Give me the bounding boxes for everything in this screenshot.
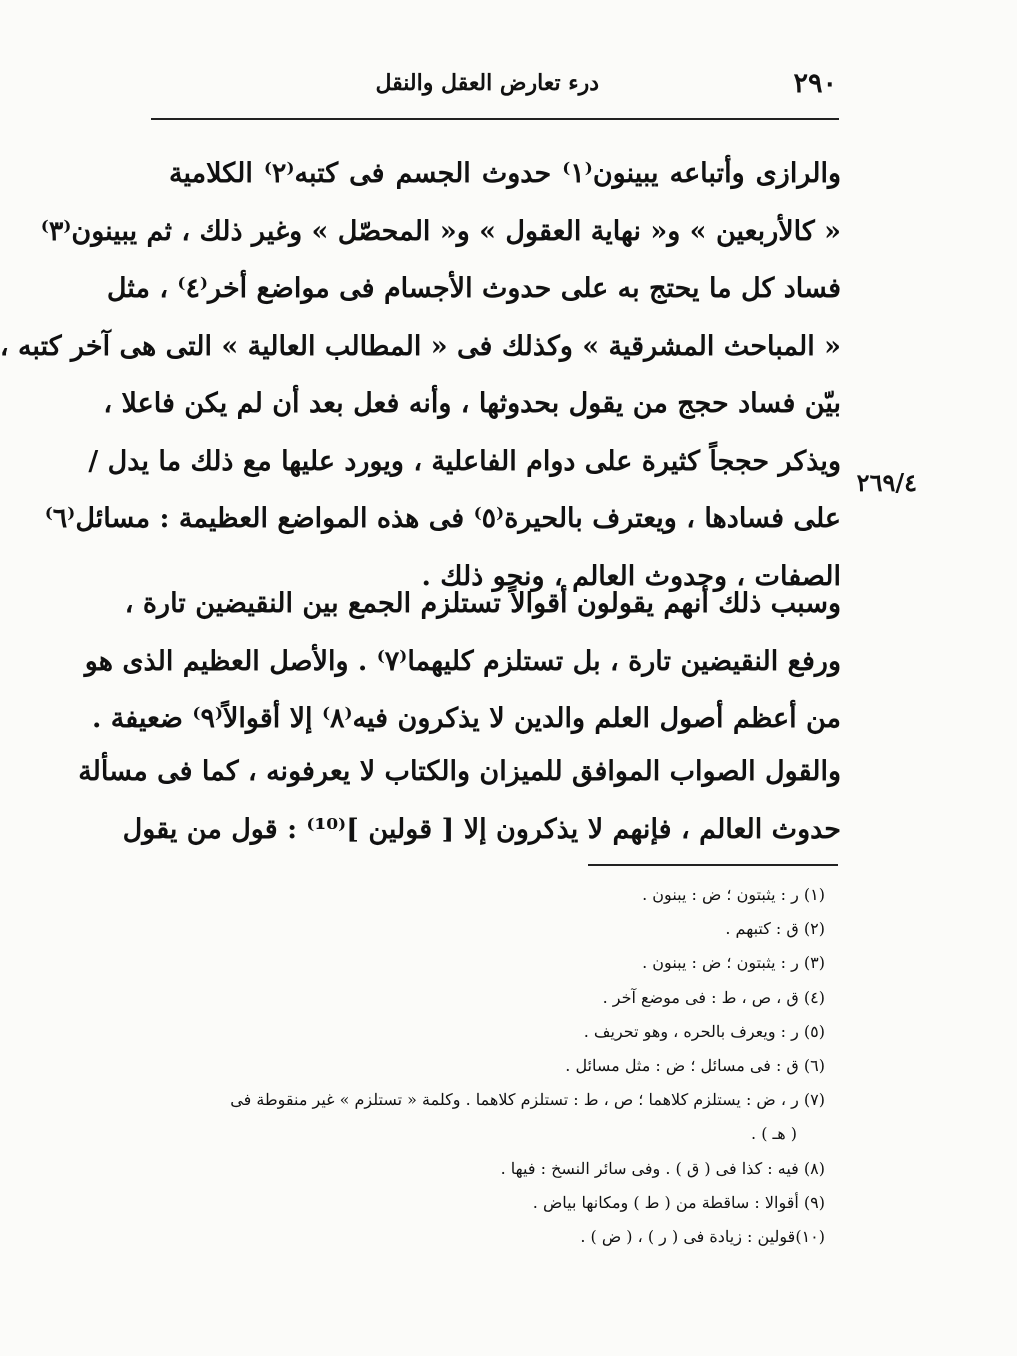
page-number: ٢٩٠ xyxy=(793,68,837,99)
text-line: ويذكر حججاً كثيرة على دوام الفاعلية ، ويورد عليها مع ذلك ما يدل / xyxy=(88,445,841,477)
text-line: الصفات ، وحدوث العالم ، ونحو ذلك . xyxy=(421,560,841,592)
footnote: (٥) ر : ويعرف بالحره ، وهو تحريف . xyxy=(583,1021,825,1041)
text-line: فساد كل ما يحتج به على حدوث الأجسام فى مواضع أخر⁽٤⁾ ، مثل xyxy=(106,273,841,304)
footnote: (١٠)قولين : زيادة فى ( ر ) ، ( ض ) . xyxy=(580,1226,825,1246)
footnote: (٣) ر : يثبتون ؛ ض : يبنون . xyxy=(642,953,825,973)
footnote: (١) ر : يثبتون ؛ ض : يبنون . xyxy=(642,885,825,904)
footnote: (٨) فيه : كذا فى ( ق ) . وفى سائر النسخ : فيها . xyxy=(500,1158,825,1178)
text-line: « كالأربعين » و« نهاية العقول » و« المحصّل » وغير ذلك ، ثم يبينون⁽٣⁾ xyxy=(40,215,841,247)
paragraph-1 xyxy=(0,145,841,605)
footnote: (٦) ق : فى مسائل ؛ ض : مثل مسائل . xyxy=(565,1055,825,1075)
paragraph-2 xyxy=(84,575,841,748)
paragraph-3 xyxy=(78,743,841,858)
footnote: (٩) أقوالا : ساقطة من ( ط ) ومكانها بياض . xyxy=(532,1192,825,1212)
page-header xyxy=(151,66,837,106)
text-line: من أعظم أصول العلم والدين لا يذكرون فيه⁽٨⁾ إلا أقوالاً⁽٩⁾ ضعيفة . xyxy=(91,703,841,734)
text-line: والرازى وأتباعه يبينون⁽١⁾ حدوث الجسم فى كتبه⁽٢⁾ الكلامية xyxy=(169,158,841,189)
text-line: حدوث العالم ، فإنهم لا يذكرون إلا [ قولين ]⁽¹⁰⁾ : قول من يقول xyxy=(122,813,841,845)
marginal-reference: ٢٦٩/٤ xyxy=(856,468,917,497)
footnotes xyxy=(201,878,825,1254)
running-title: درء تعارض العقل والنقل xyxy=(375,70,599,96)
text-line: ورفع النقيضين تارة ، بل تستلزم كليهما⁽٧⁾ . والأصل العظيم الذى هو xyxy=(84,645,841,677)
text-line: على فسادها ، ويعترف بالحيرة⁽٥⁾ فى هذه المواضع العظيمة : مسائل⁽٦⁾ xyxy=(44,503,841,534)
header-rule xyxy=(151,118,839,120)
text-line: والقول الصواب الموافق للميزان والكتاب لا يعرفونه ، كما فى مسألة xyxy=(78,756,841,787)
footnote: (٢) ق : كتبهم . xyxy=(725,919,825,939)
text-line: وسبب ذلك أنهم يقولون أقوالاً تستلزم الجمع بين النقيضين تارة ، xyxy=(124,588,841,619)
text-line: « المباحث المشرقية » وكذلك فى « المطالب العالية » التى هى آخر كتبه ، xyxy=(0,330,841,362)
text-line: بيّن فساد حجج من يقول بحدوثها ، وأنه فعل بعد أن لم يكن فاعلا ، xyxy=(103,388,841,419)
footnote: (٧) ر ، ض : يستلزم كلاهما ؛ ص ، ط : تستلزم كلاهما . وكلمة « تستلزم » غير منقوطة فى xyxy=(230,1090,825,1110)
footnote: (٤) ق ، ص ، ط : فى موضع آخر . xyxy=(602,987,825,1007)
footnote-continuation: ( هـ ) . xyxy=(751,1124,797,1144)
footnote-rule xyxy=(588,864,838,866)
